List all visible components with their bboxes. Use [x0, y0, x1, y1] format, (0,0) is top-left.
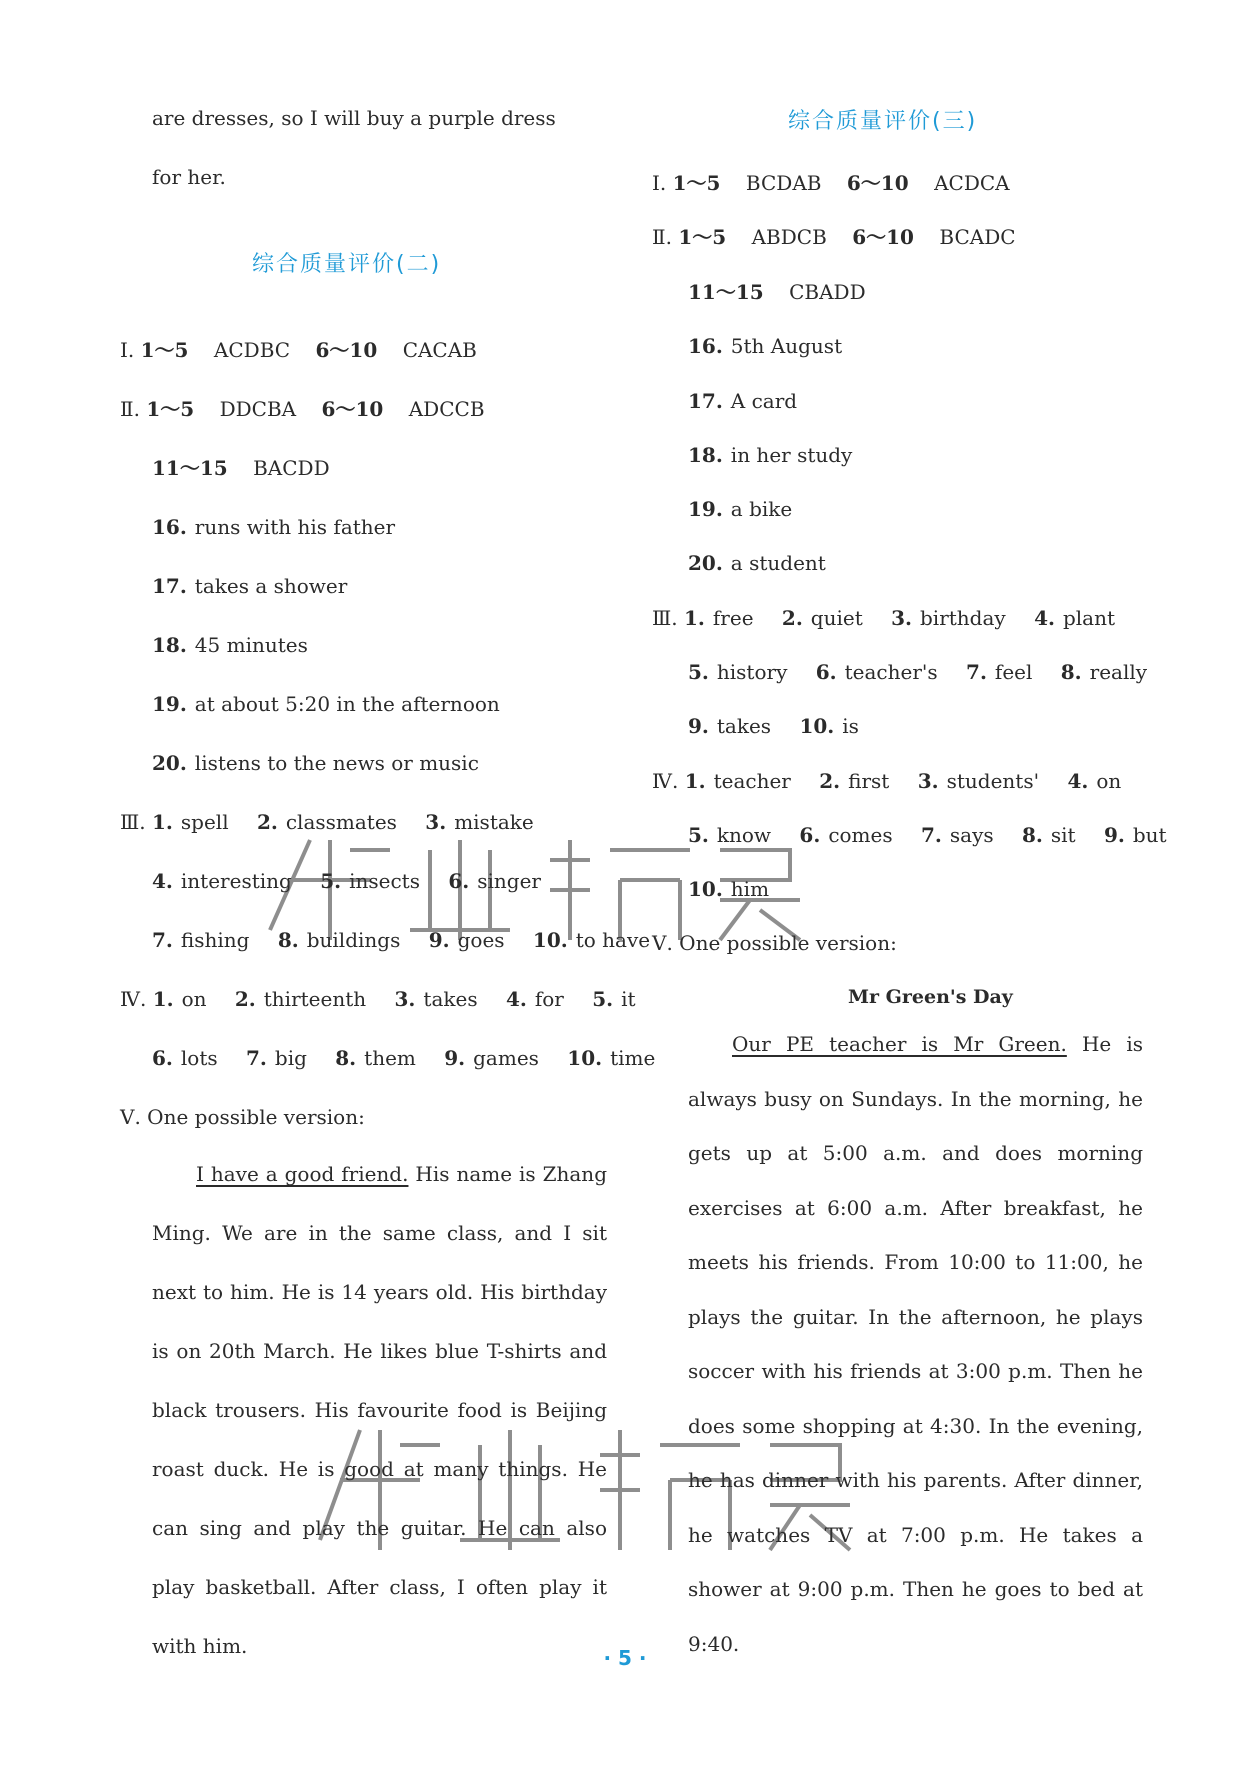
- right-column: [652, 0, 1167, 1789]
- item-number: 1.: [152, 987, 174, 1011]
- answers: ADCCB: [408, 397, 485, 421]
- item-text: big: [274, 1046, 307, 1070]
- range: 1～5: [146, 397, 195, 421]
- item-text: time: [610, 1046, 656, 1070]
- item-number: 8.: [277, 928, 299, 952]
- s2-item-18: [152, 632, 308, 658]
- item-number: 2.: [819, 769, 841, 793]
- s2-part-ii: [120, 396, 485, 422]
- item-text: goes: [457, 928, 505, 952]
- item-text: on: [1096, 769, 1122, 793]
- item-number: 16.: [688, 334, 723, 358]
- item-text: first: [848, 769, 890, 793]
- item-number: 10.: [799, 714, 835, 738]
- section-title-3: 综合质量评价(三): [788, 109, 978, 134]
- item-text: history: [716, 660, 788, 684]
- essay-underlined-sentence: Our PE teacher is Mr Green.: [732, 1032, 1067, 1056]
- item-number: 7.: [152, 928, 173, 952]
- item-text: classmates: [285, 810, 397, 834]
- item-number: 1.: [152, 810, 173, 834]
- item-text: for: [534, 987, 564, 1011]
- s2-part-iii-row1: [120, 809, 534, 835]
- s3-essay: [688, 1017, 1143, 1671]
- item-text: quiet: [810, 606, 863, 630]
- left-column: [120, 0, 656, 1789]
- s2-item-16: [152, 514, 395, 540]
- item-text: a bike: [730, 497, 793, 521]
- item-number: 2.: [256, 810, 278, 834]
- range: 1～5: [678, 225, 727, 249]
- left-top-line-1: are dresses, so I will buy a purple dress: [152, 106, 556, 130]
- item-text: takes a shower: [194, 574, 348, 598]
- item-number: 6.: [815, 660, 837, 684]
- item-number: 8.: [1021, 823, 1043, 847]
- item-number: 3.: [425, 810, 447, 834]
- item-text: lots: [180, 1046, 218, 1070]
- s3-part-iv-row2: [688, 822, 1167, 848]
- s3-part-iv-row3: [688, 876, 769, 902]
- item-number: 9.: [1103, 823, 1125, 847]
- item-text: teacher's: [844, 660, 938, 684]
- item-number: 18.: [152, 633, 187, 657]
- item-text: at about 5:20 in the afternoon: [194, 692, 500, 716]
- range: 6～10: [852, 225, 914, 249]
- s2-item-20: [152, 750, 479, 776]
- s2-part-v: [120, 1104, 365, 1130]
- s2-essay: [152, 1145, 607, 1676]
- answers: ACDCA: [934, 171, 1010, 195]
- item-number: 9.: [444, 1046, 466, 1070]
- roman-numeral: Ⅱ.: [652, 225, 672, 249]
- roman-numeral: Ⅳ.: [652, 769, 679, 793]
- item-number: 10.: [567, 1046, 603, 1070]
- item-text: them: [364, 1046, 416, 1070]
- item-text: free: [712, 606, 754, 630]
- item-text: comes: [828, 823, 893, 847]
- item-number: 10.: [532, 928, 568, 952]
- s3-essay-title: Mr Green's Day: [848, 986, 1013, 1008]
- range: 6～10: [846, 171, 909, 195]
- item-number: 2.: [781, 606, 803, 630]
- s2-part-iv-row1: [120, 986, 636, 1012]
- item-number: 16.: [152, 515, 187, 539]
- item-number: 17.: [688, 389, 723, 413]
- item-number: 20.: [152, 751, 187, 775]
- item-text: in her study: [730, 443, 853, 467]
- item-number: 3.: [891, 606, 912, 630]
- page-number: · 5 ·: [603, 1646, 647, 1670]
- answers: ACDBC: [213, 338, 291, 362]
- item-number: 4.: [505, 987, 527, 1011]
- s2-part-i: [120, 337, 477, 363]
- item-number: 6.: [152, 1046, 173, 1070]
- version-label: One possible version:: [147, 1105, 365, 1129]
- item-number: 9.: [688, 714, 709, 738]
- item-text: listens to the news or music: [194, 751, 479, 775]
- item-number: 4.: [1034, 606, 1055, 630]
- item-number: 5.: [688, 660, 709, 684]
- item-text: to have: [575, 928, 651, 952]
- item-text: thirteenth: [263, 987, 367, 1011]
- item-number: 2.: [234, 987, 256, 1011]
- item-text: says: [949, 823, 994, 847]
- item-number: 7.: [246, 1046, 267, 1070]
- item-number: 4.: [1067, 769, 1089, 793]
- roman-numeral: Ⅳ.: [120, 987, 147, 1011]
- item-text: 5th August: [730, 334, 843, 358]
- answers: BCDAB: [745, 171, 822, 195]
- answers: BCADC: [939, 225, 1016, 249]
- essay-underlined-sentence: I have a good friend.: [196, 1162, 409, 1186]
- item-text: buildings: [306, 928, 401, 952]
- s3-part-iii-row1: [652, 605, 1115, 631]
- item-number: 5.: [592, 987, 614, 1011]
- item-text: teacher: [713, 769, 791, 793]
- item-text: birthday: [920, 606, 1006, 630]
- essay-body: He is always busy on Sundays. In the morning, he gets up at 5:00 a.m. and does morning exercises at 6:00 a.m. After breakfast, he meets his friends. From 10:00 to 11:00, he plays the guitar. In the afternoon, he plays soccer with his friends at 3:00 p.m. Then he does some shopping at 4:30. In the evening, he has dinner with his parents. After dinner, he watches TV at 7:00 p.m. He takes a shower at 9:00 p.m. Then he goes to bed at 9:40.: [688, 1032, 1143, 1656]
- section-title-2: 综合质量评价(二): [252, 252, 442, 277]
- roman-numeral: Ⅱ.: [120, 397, 140, 421]
- item-text: takes: [423, 987, 478, 1011]
- item-number: 7.: [920, 823, 942, 847]
- roman-numeral: Ⅲ.: [120, 810, 146, 834]
- answers: DDCBA: [219, 397, 297, 421]
- essay-body: His name is Zhang Ming. We are in the same class, and I sit next to him. He is 14 years old. His birthday is on 20th March. He likes blue T-shirts and black trousers. His favourite food is Beijing roast duck. He is good at many things. He can sing and play the guitar. He can also play basketball. After class, I often play it with him.: [152, 1162, 607, 1658]
- s3-item-17: [688, 388, 797, 414]
- item-text: know: [716, 823, 772, 847]
- item-text: is: [842, 714, 859, 738]
- item-text: singer: [477, 869, 541, 893]
- roman-numeral: Ⅴ.: [652, 931, 673, 955]
- item-text: A card: [730, 389, 798, 413]
- item-number: 6.: [448, 869, 470, 893]
- item-number: 5.: [688, 823, 709, 847]
- s3-part-v: [652, 930, 897, 956]
- s3-item-16: [688, 333, 842, 359]
- roman-numeral: Ⅰ.: [120, 338, 135, 362]
- item-number: 5.: [320, 869, 342, 893]
- roman-numeral: Ⅴ.: [120, 1105, 141, 1129]
- item-text: feel: [994, 660, 1033, 684]
- item-text: runs with his father: [194, 515, 396, 539]
- s2-part-iv-row2: [152, 1045, 655, 1071]
- s2-item-19: [152, 691, 500, 717]
- item-number: 19.: [688, 497, 723, 521]
- left-top-line-2: for her.: [152, 165, 226, 189]
- item-text: games: [473, 1046, 539, 1070]
- item-number: 8.: [1060, 660, 1082, 684]
- s3-part-i: [652, 170, 1010, 196]
- item-text: him: [730, 877, 770, 901]
- item-text: a student: [730, 551, 826, 575]
- item-text: takes: [716, 714, 772, 738]
- item-text: spell: [180, 810, 229, 834]
- answers: ABDCB: [751, 225, 827, 249]
- item-number: 3.: [394, 987, 416, 1011]
- s3-part-iii-row3: [688, 713, 859, 739]
- item-text: but: [1132, 823, 1167, 847]
- item-text: mistake: [454, 810, 534, 834]
- item-number: 3.: [917, 769, 939, 793]
- item-number: 20.: [688, 551, 723, 575]
- item-text: fishing: [180, 928, 250, 952]
- range: 11～15: [152, 456, 228, 480]
- answers: CACAB: [402, 338, 477, 362]
- item-number: 6.: [799, 823, 821, 847]
- s3-part-ii: [652, 224, 1016, 250]
- item-number: 1.: [684, 769, 706, 793]
- item-text: on: [181, 987, 207, 1011]
- answers: CBADD: [789, 280, 866, 304]
- item-text: interesting: [180, 869, 292, 893]
- item-number: 18.: [688, 443, 723, 467]
- version-label: One possible version:: [679, 931, 897, 955]
- item-text: students': [946, 769, 1040, 793]
- range: 6～10: [321, 397, 384, 421]
- item-number: 19.: [152, 692, 187, 716]
- item-text: 45 minutes: [194, 633, 308, 657]
- s2-part-ii-c: [152, 455, 330, 481]
- item-number: 9.: [428, 928, 450, 952]
- roman-numeral: Ⅲ.: [652, 606, 678, 630]
- range: 1～5: [140, 338, 189, 362]
- s3-part-ii-c: [688, 279, 866, 305]
- answers: BACDD: [253, 456, 330, 480]
- range: 11～15: [688, 280, 764, 304]
- item-number: 10.: [688, 877, 723, 901]
- item-number: 7.: [966, 660, 987, 684]
- s2-item-17: [152, 573, 347, 599]
- item-text: insects: [349, 869, 420, 893]
- s2-part-iii-row2: [152, 868, 541, 894]
- range: 1～5: [672, 171, 721, 195]
- s3-item-18: [688, 442, 852, 468]
- s3-part-iii-row2: [688, 659, 1147, 685]
- item-text: it: [621, 987, 636, 1011]
- s3-item-20: [688, 550, 826, 576]
- s3-part-iv-row1: [652, 768, 1121, 794]
- roman-numeral: Ⅰ.: [652, 171, 667, 195]
- s3-item-19: [688, 496, 792, 522]
- item-number: 8.: [335, 1046, 357, 1070]
- item-number: 1.: [684, 606, 705, 630]
- range: 6～10: [315, 338, 378, 362]
- item-text: plant: [1062, 606, 1115, 630]
- item-number: 4.: [152, 869, 173, 893]
- item-text: sit: [1050, 823, 1076, 847]
- item-text: really: [1089, 660, 1148, 684]
- s2-part-iii-row3: [152, 927, 650, 953]
- item-number: 17.: [152, 574, 187, 598]
